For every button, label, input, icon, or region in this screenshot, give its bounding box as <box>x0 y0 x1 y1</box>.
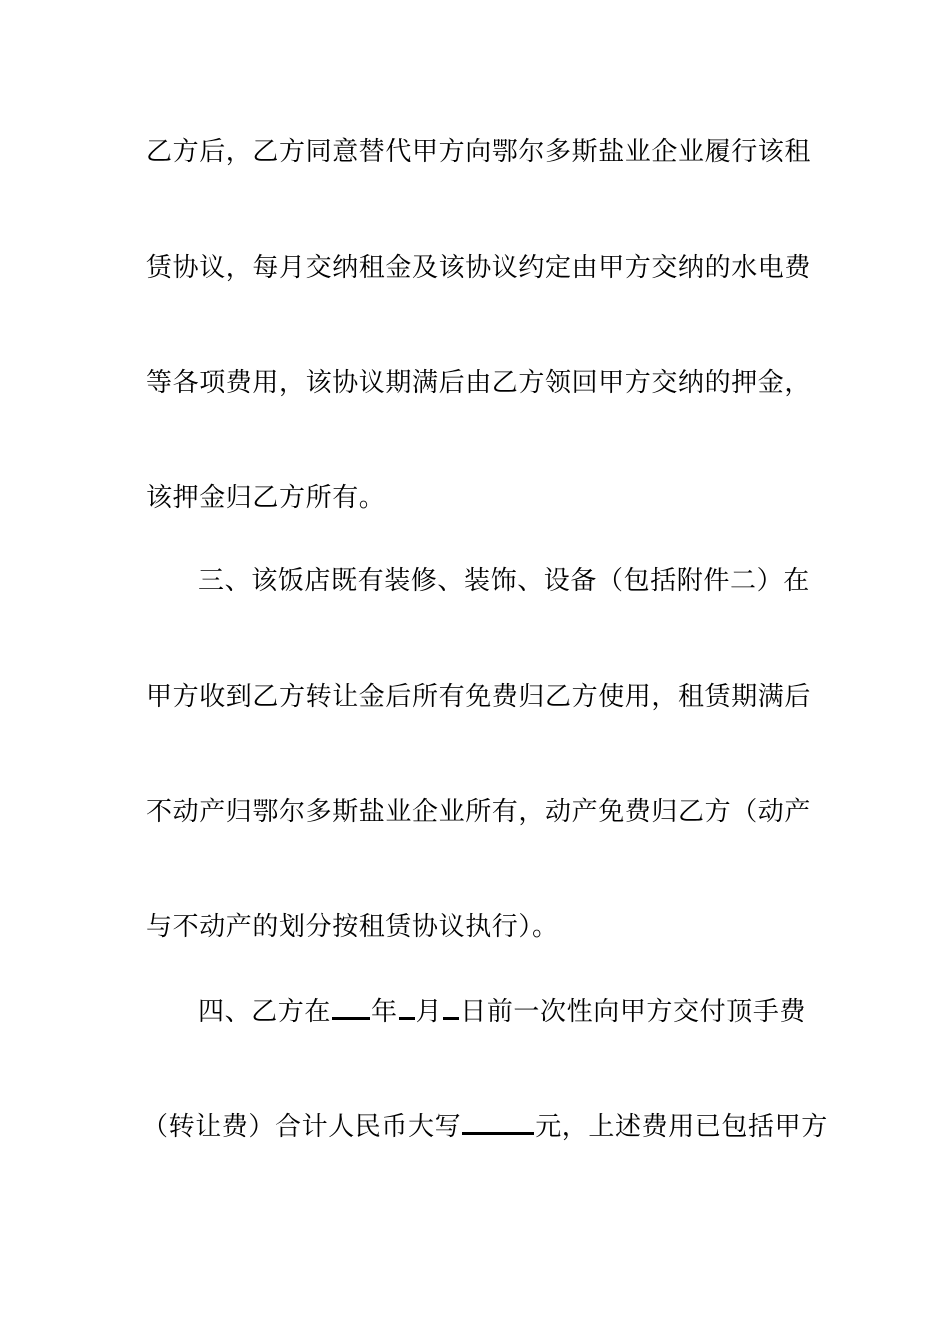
year-label: 年 <box>371 997 398 1027</box>
month-blank <box>399 995 415 1020</box>
amount-blank <box>462 1110 534 1135</box>
day-blank <box>443 995 459 1020</box>
clause-3-line-1: 三、该饭店既有装修、装饰、设备（包括附件二）在 <box>198 566 810 596</box>
clause-4-line-2 <box>142 1107 828 1147</box>
text-line-4: 该押金归乙方所有。 <box>146 483 386 513</box>
clause-4-prefix: 四、乙方在 <box>198 997 332 1027</box>
text-line-2: 赁协议，每月交纳租金及该协议约定由甲方交纳的水电费 <box>146 253 812 283</box>
text-line-8: 与不动产的划分按租赁协议执行）。 <box>146 912 559 942</box>
year-blank <box>332 995 370 1020</box>
day-and-text: 日前一次性向甲方交付顶手费 <box>460 997 807 1027</box>
month-label: 月 <box>415 997 443 1027</box>
text-line-1: 乙方后，乙方同意替代甲方向鄂尔多斯盐业企业履行该租 <box>146 137 812 167</box>
text-line-7: 不动产归鄂尔多斯盐业企业所有，动产免费归乙方（动产 <box>146 797 812 827</box>
clause-4-line-1 <box>198 992 806 1032</box>
text-line-3: 等各项费用，该协议期满后由乙方领回甲方交纳的押金， <box>146 368 812 398</box>
clause-4b-suffix: 元，上述费用已包括甲方 <box>535 1112 828 1142</box>
clause-4b-prefix: （转让费）合计人民币大写 <box>142 1112 462 1142</box>
text-line-6: 甲方收到乙方转让金后所有免费归乙方使用，租赁期满后 <box>146 682 812 712</box>
